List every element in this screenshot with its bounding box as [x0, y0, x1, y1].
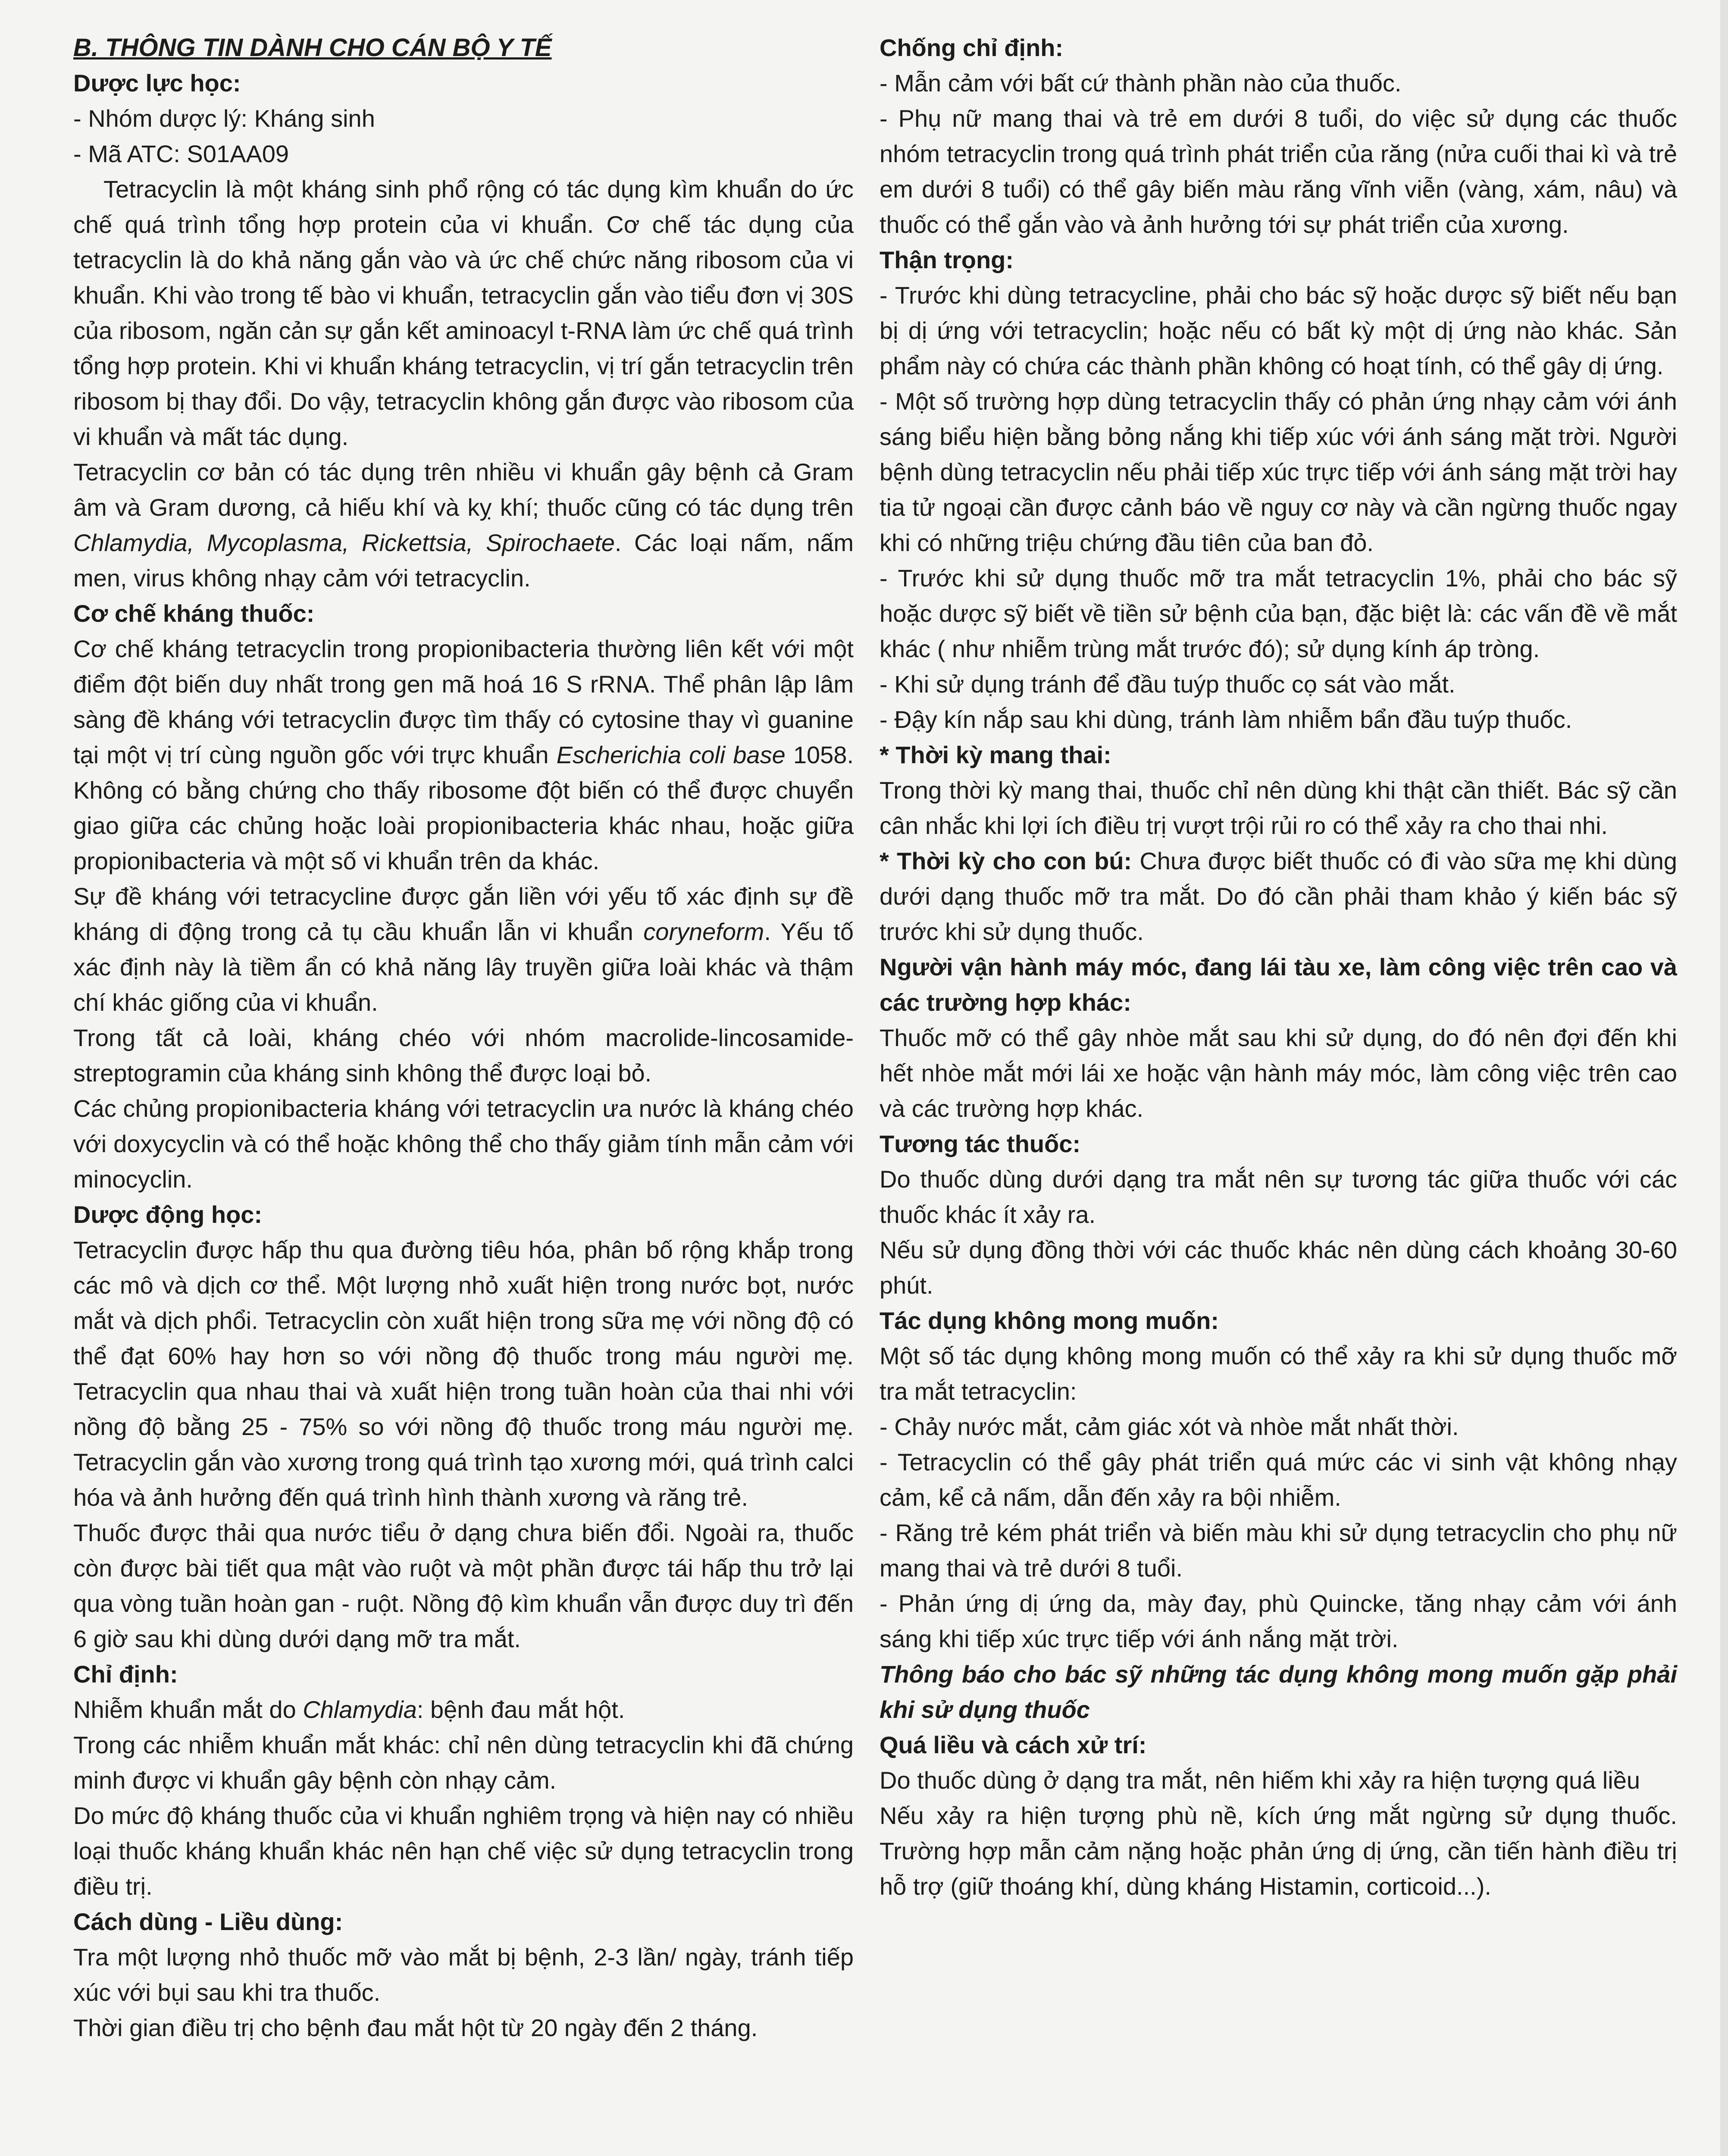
adverse-line-3: - Răng trẻ kém phát triển và biến màu khi sử dụng tetracyclin cho phụ nữ mang thai và trẻ dưới 8 tuổi. [880, 1519, 1677, 1582]
interaction-paragraph-1: Do thuốc dùng dưới dạng tra mắt nên sự tương tác giữa thuốc với các thuốc khác ít xảy ra. [880, 1166, 1677, 1228]
spectrum-organisms: Chlamydia, Mycoplasma, Rickettsia, Spirochaete [73, 529, 615, 556]
resistance2-text-a: Sự đề kháng với tetracycline được gắn liền với yếu tố xác định sự đề kháng di động trong cả tụ cầu khuẩn lẫn vi khuẩn [73, 883, 854, 945]
contraindication-line-2: - Phụ nữ mang thai và trẻ em dưới 8 tuổi, do việc sử dụng các thuốc nhóm tetracyclin trong quá trình phát triển của răng (nửa cuối thai kì và trẻ em dưới 8 tuổi) có thể gây biến màu răng vĩnh viễn (vàng, xám, nâu) và thuốc có thể gắn vào và ảnh hưởng tới sự phát triển của xương. [880, 105, 1677, 238]
pharmacokinetics-paragraph-1: Tetracyclin được hấp thu qua đường tiêu hóa, phân bố rộng khắp trong các mô và dịch cơ thể. Một lượng nhỏ xuất hiện trong nước bọt, nước mắt và dịch phổi. Tetracyclin còn xuất hiện trong sữa mẹ với nồng độ có thể đạt 60% hay hơn so với nồng độ thuốc trong máu người mẹ. Tetracyclin qua nhau thai và xuất hiện trong tuần hoàn của thai nhi với nồng độ bằng 25 - 75% so với nồng độ thuốc trong máu người mẹ. Tetracyclin gắn vào xương trong quá trình tạo xương mới, quá trình calci hóa và ảnh hưởng đến quá trình hình thành xương và răng trẻ. [73, 1236, 854, 1511]
heading-than-trong: Thận trọng: [880, 246, 1014, 273]
precaution-line-5: - Đậy kín nắp sau khi dùng, tránh làm nhiễm bẩn đầu tuýp thuốc. [880, 706, 1572, 733]
adverse-intro: Một số tác dụng không mong muốn có thể xảy ra khi sử dụng thuốc mỡ tra mắt tetracyclin: [880, 1342, 1677, 1405]
dosage-paragraph-2: Thời gian điều trị cho bệnh đau mắt hột từ 20 ngày đến 2 tháng. [73, 2014, 758, 2041]
drug-group-line: - Nhóm dược lý: Kháng sinh [73, 105, 375, 132]
right-column [880, 30, 1677, 2156]
atc-code-line: - Mã ATC: S01AA09 [73, 140, 289, 167]
indication-text-a: Nhiễm khuẩn mắt do [73, 1696, 303, 1723]
overdose-paragraph-2: Nếu xảy ra hiện tượng phù nề, kích ứng mắt ngừng sử dụng thuốc. Trường hợp mẫn cảm nặng hoặc phản ứng dị ứng, cần tiến hành điều trị hỗ trợ (giữ thoáng khí, dùng kháng Histamin, corticoid...). [880, 1802, 1677, 1900]
indication-paragraph-2: Trong các nhiễm khuẩn mắt khác: chỉ nên dùng tetracyclin khi đã chứng minh được vi khuẩn gây bệnh còn nhạy cảm. [73, 1731, 854, 1794]
spectrum-text-a: Tetracyclin cơ bản có tác dụng trên nhiều vi khuẩn gây bệnh cả Gram âm và Gram dương, cả hiếu khí và kỵ khí; thuốc cũng có tác dụng trên [73, 458, 854, 521]
adverse-line-1: - Chảy nước mắt, cảm giác xót và nhòe mắt nhất thời. [880, 1413, 1459, 1440]
interaction-paragraph-2: Nếu sử dụng đồng thời với các thuốc khác nên dùng cách khoảng 30-60 phút. [880, 1236, 1677, 1299]
precaution-line-1: - Trước khi dùng tetracycline, phải cho bác sỹ hoặc dược sỹ biết nếu bạn bị dị ứng với tetracyclin; hoặc nếu có bất kỳ một dị ứng nào khác. Sản phẩm này có chứa các thành phần không có hoạt tính, có thể gây dị ứng. [880, 282, 1677, 379]
indication-text-b: : bệnh đau mắt hột. [416, 1696, 625, 1723]
pharmacokinetics-paragraph-2: Thuốc được thải qua nước tiểu ở dạng chưa biến đổi. Ngoài ra, thuốc còn được bài tiết qua mật vào ruột và một phần được tái hấp thu trở lại qua vòng tuần hoàn gan - ruột. Nồng độ kìm khuẩn vẫn được duy trì đến 6 giờ sau khi dùng dưới dạng mỡ tra mắt. [73, 1519, 854, 1652]
heading-van-hanh: Người vận hành máy móc, đang lái tàu xe, làm công việc trên cao và các trường hợp khác: [880, 953, 1677, 1016]
heading-cach-dung: Cách dùng - Liều dùng: [73, 1908, 343, 1935]
heading-co-che-khang: Cơ chế kháng thuốc: [73, 600, 315, 627]
resistance-text-a: Cơ chế kháng tetracyclin trong propionibacteria thường liên kết với một điểm đột biến duy nhất trong gen mã hoá 16 S rRNA. Thể phân lập lâm sàng đề kháng với tetracyclin được tìm thấy có cytosine thay vì guanine tại một vị trí cùng nguồn gốc với trực khuẩn [73, 635, 854, 768]
resistance-text-b: 1058. Không có bằng chứng cho thấy ribosome đột biến có thể được chuyển giao giữa các chủng hoặc loài propionibacteria khác nhau, hoặc giữa propionibacteria và một số vi khuẩn trên da khác. [73, 741, 854, 874]
indication-paragraph-3: Do mức độ kháng thuốc của vi khuẩn nghiêm trọng và hiện nay có nhiều loại thuốc kháng khuẩn khác nên hạn chế việc sử dụng tetracyclin trong điều trị. [73, 1802, 854, 1900]
pharmacodynamics-paragraph: Tetracyclin là một kháng sinh phổ rộng có tác dụng kìm khuẩn do ức chế quá trình tổng hợp protein của vi khuẩn. Cơ chế tác dụng của tetracyclin là do khả năng gắn vào và ức chế chức năng ribosom của vi khuẩn. Khi vào trong tế bào vi khuẩn, tetracyclin gắn vào tiểu đơn vị 30S của ribosom, ngăn cản sự gắn kết aminoacyl t-RNA làm ức chế quá trình tổng hợp protein. Khi vi khuẩn kháng tetracyclin, vị trí gắn tetracyclin trên ribosom bị thay đổi. Do vậy, tetracyclin không gắn được vào ribosom của vi khuẩn và mất tác dụng. [73, 175, 854, 450]
heading-chong-chi-dinh: Chống chỉ định: [880, 34, 1064, 61]
resistance2-text-b: . Yếu tố xác định này là tiềm ẩn có khả năng lây truyền giữa loài khác và thậm chí khác giống của vi khuẩn. [73, 918, 854, 1016]
resistance-paragraph-2 [73, 879, 854, 1020]
precaution-line-4: - Khi sử dụng tránh để đầu tuýp thuốc cọ sát vào mắt. [880, 671, 1456, 698]
indication-paragraph-1 [73, 1692, 854, 1727]
heading-qua-lieu: Quá liều và cách xử trí: [880, 1731, 1147, 1758]
heading-tuong-tac: Tương tác thuốc: [880, 1130, 1081, 1157]
heading-chi-dinh: Chỉ định: [73, 1661, 178, 1688]
resistance-organism: Escherichia coli base [556, 741, 786, 768]
adverse-line-4: - Phản ứng dị ứng da, mày đay, phù Quincke, tăng nhạy cảm với ánh sáng khi tiếp xúc trực tiếp với ánh nắng mặt trời. [880, 1590, 1677, 1652]
indication-organism: Chlamydia [303, 1696, 417, 1723]
left-column [73, 30, 854, 2156]
spectrum-paragraph [73, 454, 854, 596]
pregnancy-paragraph: Trong thời kỳ mang thai, thuốc chỉ nên dùng khi thật cần thiết. Bác sỹ cần cân nhắc khi lợi ích điều trị vượt trội rủi ro có thể xảy ra cho thai nhi. [880, 777, 1677, 839]
resistance-paragraph-3: Trong tất cả loài, kháng chéo với nhóm macrolide-lincosamide-streptogramin của kháng sinh không thể được loại bỏ. [73, 1024, 854, 1087]
paper-right-edge [1720, 0, 1728, 2156]
precaution-line-3: - Trước khi sử dụng thuốc mỡ tra mắt tetracyclin 1%, phải cho bác sỹ hoặc dược sỹ biết về tiền sử bệnh của bạn, đặc biệt là: các vấn đề về mắt khác ( như nhiễm trùng mắt trước đó); sử dụng kính áp tròng. [880, 564, 1677, 662]
breastfeeding-text: Chưa được biết thuốc có đi vào sữa mẹ khi dùng dưới dạng thuốc mỡ tra mắt. Do đó cần phải tham khảo ý kiến bác sỹ trước khi sử dụng thuốc. [880, 847, 1678, 945]
resistance-paragraph-1 [73, 631, 854, 879]
heading-tac-dung-kmm: Tác dụng không mong muốn: [880, 1307, 1219, 1334]
machinery-paragraph: Thuốc mỡ có thể gây nhòe mắt sau khi sử dụng, do đó nên đợi đến khi hết nhòe mắt mới lái xe hoặc vận hành máy móc, làm công việc trên cao và các trường hợp khác. [880, 1024, 1677, 1122]
spectrum-text-b: . Các loại nấm, nấm men, virus không nhạy cảm với tetracyclin. [73, 529, 854, 592]
heading-duoc-dong-hoc: Dược động học: [73, 1201, 263, 1228]
dosage-paragraph-1: Tra một lượng nhỏ thuốc mỡ vào mắt bị bệnh, 2-3 lần/ ngày, tránh tiếp xúc với bụi sau khi tra thuốc. [73, 1943, 854, 2006]
heading-cho-con-bu: * Thời kỳ cho con bú: [880, 847, 1132, 874]
heading-duoc-luc-hoc: Dược lực học: [73, 69, 241, 97]
resistance-paragraph-4: Các chủng propionibacteria kháng với tetracyclin ưa nước là kháng chéo với doxycyclin và có thể hoặc không thể cho thấy giảm tính mẫn cảm với minocyclin. [73, 1095, 854, 1193]
heading-mang-thai: * Thời kỳ mang thai: [880, 741, 1111, 768]
adverse-line-2: - Tetracyclin có thể gây phát triển quá mức các vi sinh vật không nhạy cảm, kể cả nấm, dẫn đến xảy ra bội nhiễm. [880, 1448, 1677, 1511]
breastfeeding-paragraph [880, 843, 1677, 950]
overdose-paragraph-1: Do thuốc dùng ở dạng tra mắt, nên hiếm khi xảy ra hiện tượng quá liều [880, 1767, 1640, 1794]
contraindication-line-1: - Mẫn cảm với bất cứ thành phần nào của thuốc. [880, 69, 1402, 97]
adverse-notice: Thông báo cho bác sỹ những tác dụng không mong muốn gặp phải khi sử dụng thuốc [880, 1661, 1677, 1723]
resistance2-organism: coryneform [643, 918, 764, 945]
section-title: B. THÔNG TIN DÀNH CHO CÁN BỘ Y TẾ [73, 34, 552, 62]
precaution-line-2: - Một số trường hợp dùng tetracyclin thấy có phản ứng nhạy cảm với ánh sáng biểu hiện bằng bỏng nắng khi tiếp xúc với ánh sáng mặt trời. Người bệnh dùng tetracyclin nếu phải tiếp xúc trực tiếp với ánh sáng mặt trời hay tia tử ngoại cần được cảnh báo về nguy cơ này và cần ngừng thuốc ngay khi có những triệu chứng đầu tiên của ban đỏ. [880, 388, 1677, 556]
